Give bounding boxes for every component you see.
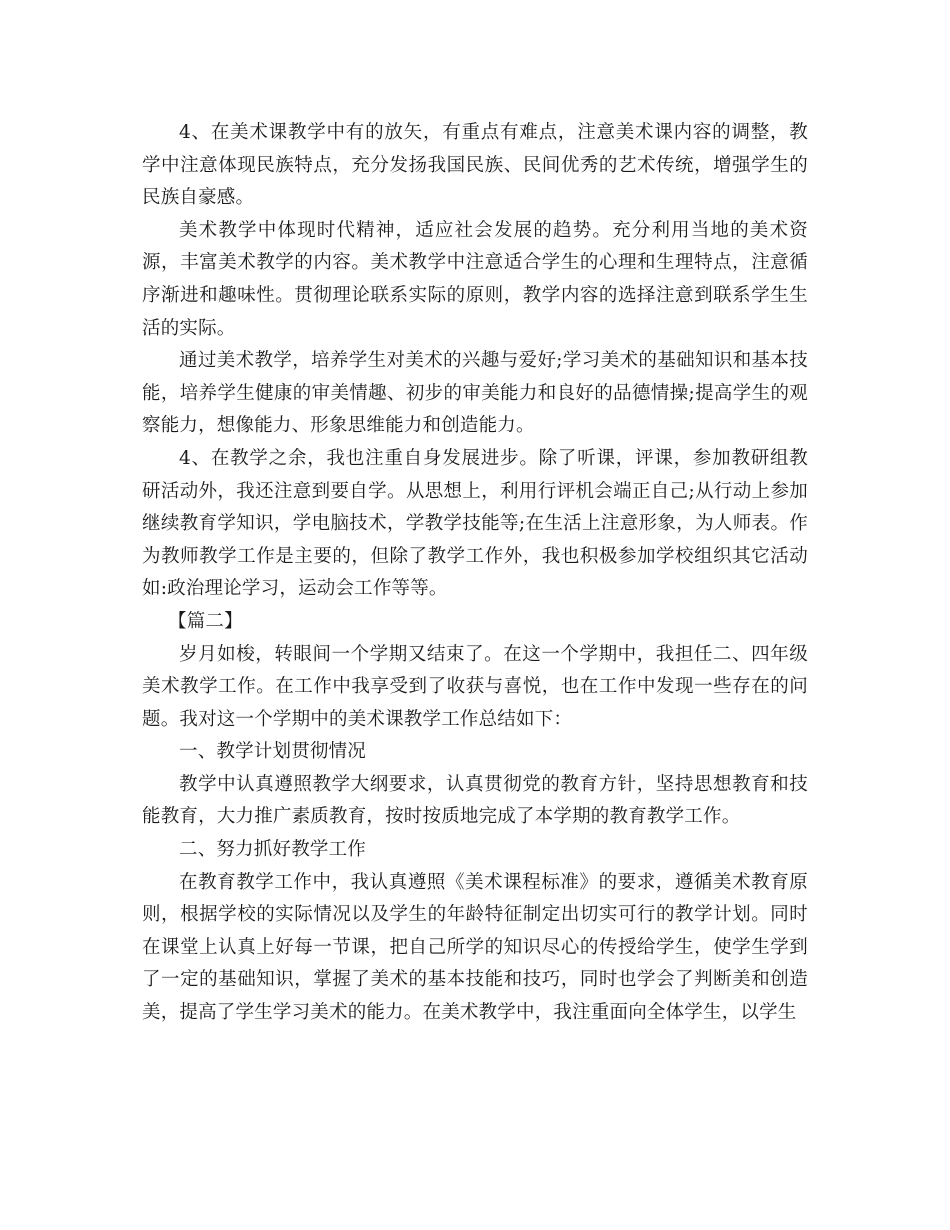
paragraph-cultivate-interest: 通过美术教学，培养学生对美术的兴趣与爱好;学习美术的基础知识和基本技能，培养学生健康的审美情趣、初步的审美能力和良好的品德情操;提高学生的观察能力，想像能力、形象思维能力和创造能力。 [142, 350, 808, 437]
paragraph-teaching-work: 在教育教学工作中，我认真遵照《美术课程标准》的要求，遵循美术教育原则，根据学校的实际情况以及学生的年龄特征制定出切实可行的教学计划。同时在课堂上认真上好每一节课，把自己所学的知识尽心的传授给学生，使学生学到了一定的基础知识，掌握了美术的基本技能和技巧，同时也学会了判断美和创造美，提高了学生学习美术的能力。在美术教学中，我注重面向全体学生，以学生 [142, 871, 808, 1024]
paragraph-point-4-self-development: 4、在教学之余，我也注重自身发展进步。除了听课，评课，参加教研组教研活动外，我还注意到要自学。从思想上，利用行评机会端正自己;从行动上参加继续教育学知识，学电脑技术，学教学技能等;在生活上注意形象，为人师表。作为教师教学工作是主要的，但除了教学工作外，我也积极参加学校组织其它活动如:政治理论学习，运动会工作等等。 [142, 447, 808, 600]
section-heading-part-two: 【篇二】 [168, 610, 243, 632]
subheading-teaching-work: 二、努力抓好教学工作 [179, 839, 367, 861]
paragraph-semester-intro: 岁月如梭，转眼间一个学期又结束了。在这一个学期中，我担任二、四年级美术教学工作。在工作中我享受到了收获与喜悦，也在工作中发现一些存在的问题。我对这一个学期中的美术课教学工作总结如下： [142, 643, 808, 730]
subheading-plan-implementation: 一、教学计划贯彻情况 [179, 741, 367, 763]
paragraph-plan-implementation: 教学中认真遵照教学大纲要求，认真贯彻党的教育方针，坚持思想教育和技能教育，大力推广素质教育，按时按质地完成了本学期的教育教学工作。 [142, 773, 808, 828]
paragraph-point-4-ethnic: 4、在美术课教学中有的放矢，有重点有难点，注意美术课内容的调整，教学中注意体现民族特点，充分发扬我国民族、民间优秀的艺术传统，增强学生的民族自豪感。 [142, 122, 808, 209]
document-body [142, 117, 808, 1030]
paragraph-modern-spirit: 美术教学中体现时代精神，适应社会发展的趋势。充分利用当地的美术资源，丰富美术教学的内容。美术教学中注意适合学生的心理和生理特点，注意循序渐进和趣味性。贯彻理论联系实际的原则，教学内容的选择注意到联系学生生活的实际。 [142, 219, 808, 339]
